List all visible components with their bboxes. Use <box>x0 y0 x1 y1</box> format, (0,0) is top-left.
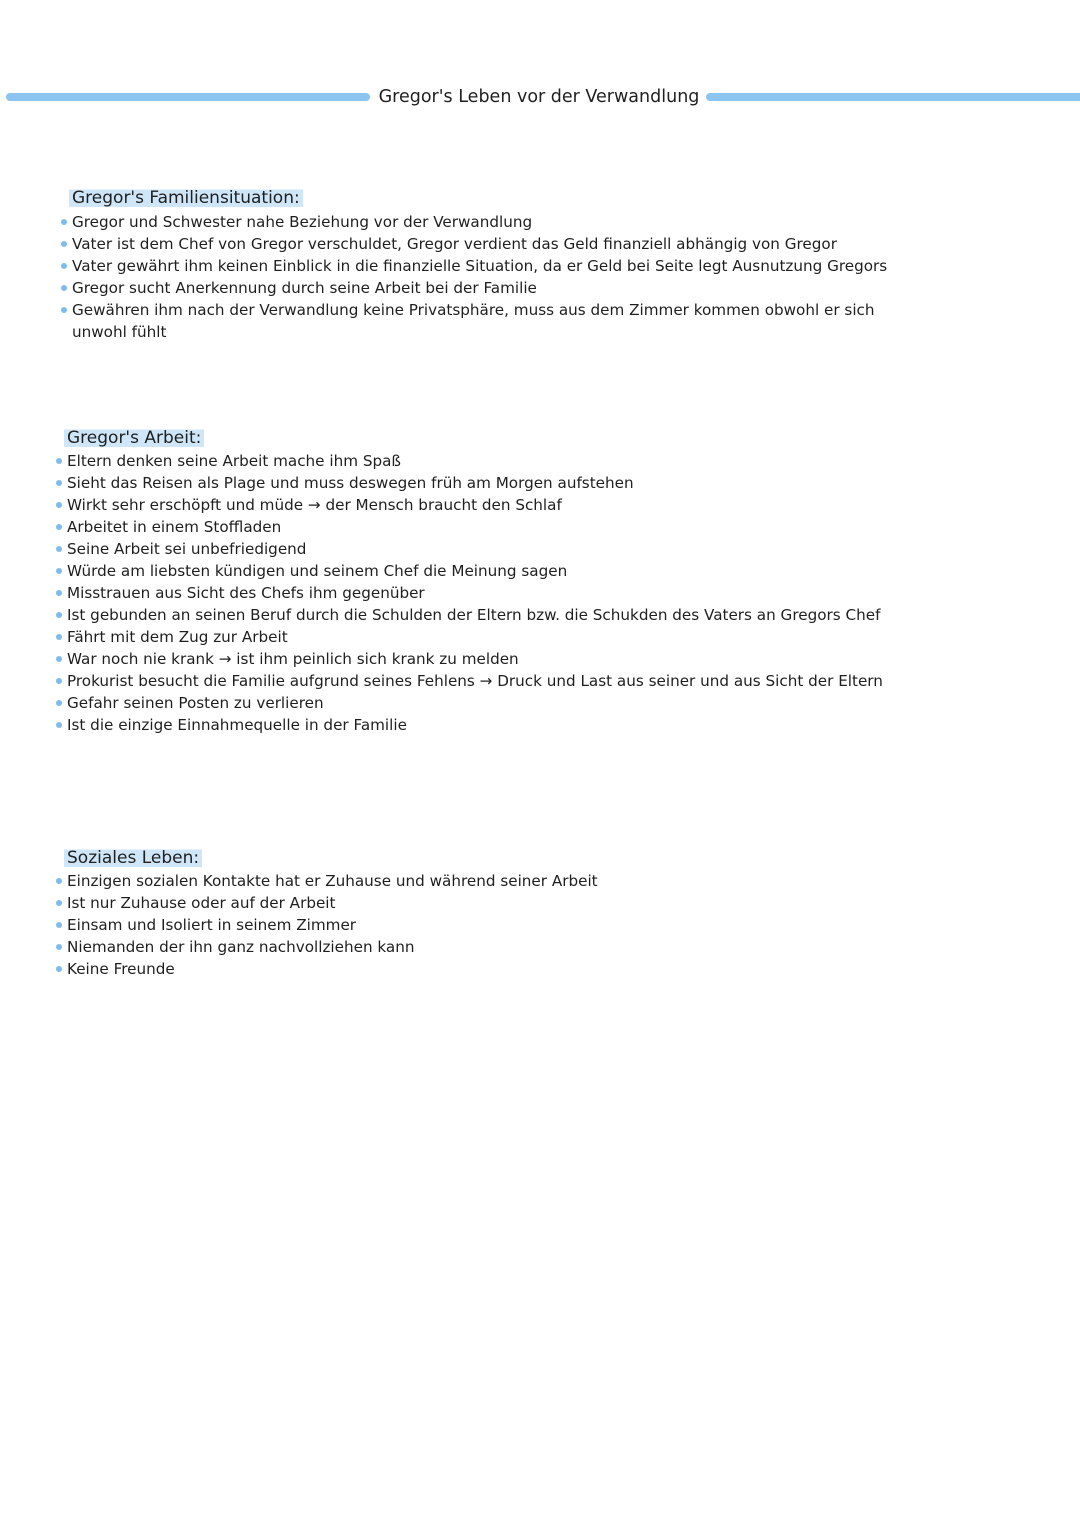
list-item: War noch nie krank → ist ihm peinlich sich krank zu melden <box>67 648 967 670</box>
section-heading-text: Gregor's Familiensituation: <box>69 188 303 208</box>
list-item: Gregor sucht Anerkennung durch seine Arbeit bei der Familie <box>72 277 972 299</box>
bullet-icon <box>56 878 62 884</box>
bullet-icon <box>56 524 62 530</box>
list-item: Vater ist dem Chef von Gregor verschuldet, Gregor verdient das Geld finanziell abhängig von Gregor <box>72 233 972 255</box>
section-heading <box>67 428 204 448</box>
section-heading <box>72 188 303 208</box>
bullet-list <box>72 211 972 343</box>
list-item: Prokurist besucht die Familie aufgrund seines Fehlens → Druck und Last aus seiner und aus Sicht der Eltern <box>67 670 967 692</box>
bullet-icon <box>56 678 62 684</box>
bullet-icon <box>61 307 67 313</box>
list-item: Ist nur Zuhause oder auf der Arbeit <box>67 892 967 914</box>
list-item: Arbeitet in einem Stoffladen <box>67 516 967 538</box>
bullet-icon <box>61 219 67 225</box>
list-item: Vater gewährt ihm keinen Einblick in die finanzielle Situation, da er Geld bei Seite legt Ausnutzung Gregors <box>72 255 972 277</box>
list-item: Seine Arbeit sei unbefriedigend <box>67 538 967 560</box>
bullet-icon <box>56 612 62 618</box>
list-item: Ist gebunden an seinen Beruf durch die Schulden der Eltern bzw. die Schukden des Vaters an Gregors Chef <box>67 604 967 626</box>
bullet-icon <box>56 546 62 552</box>
bullet-icon <box>56 502 62 508</box>
page-title: Gregor's Leben vor der Verwandlung <box>378 87 700 107</box>
list-item: Sieht das Reisen als Plage und muss deswegen früh am Morgen aufstehen <box>67 472 967 494</box>
section-heading <box>67 848 202 868</box>
bullet-icon <box>56 656 62 662</box>
bullet-icon <box>56 722 62 728</box>
list-item: Einsam und Isoliert in seinem Zimmer <box>67 914 967 936</box>
list-item: Würde am liebsten kündigen und seinem Chef die Meinung sagen <box>67 560 967 582</box>
bullet-list <box>67 450 967 736</box>
list-item: Gregor und Schwester nahe Beziehung vor der Verwandlung <box>72 211 972 233</box>
header-bar-right <box>706 93 1080 101</box>
list-item: Eltern denken seine Arbeit mache ihm Spaß <box>67 450 967 472</box>
list-item: Niemanden der ihn ganz nachvollziehen kann <box>67 936 967 958</box>
list-item: Misstrauen aus Sicht des Chefs ihm gegenüber <box>67 582 967 604</box>
section-heading-text: Gregor's Arbeit: <box>64 428 204 448</box>
bullet-icon <box>56 944 62 950</box>
bullet-list <box>67 870 967 980</box>
list-item: Keine Freunde <box>67 958 967 980</box>
bullet-icon <box>56 590 62 596</box>
section-heading-text: Soziales Leben: <box>64 848 202 868</box>
list-item: Gewähren ihm nach der Verwandlung keine Privatsphäre, muss aus dem Zimmer kommen obwohl er sich unwohl fühlt <box>72 299 922 343</box>
bullet-icon <box>61 263 67 269</box>
bullet-icon <box>56 634 62 640</box>
bullet-icon <box>56 900 62 906</box>
list-item: Ist die einzige Einnahmequelle in der Familie <box>67 714 967 736</box>
list-item: Gefahr seinen Posten zu verlieren <box>67 692 967 714</box>
bullet-icon <box>56 700 62 706</box>
bullet-icon <box>56 966 62 972</box>
bullet-icon <box>56 480 62 486</box>
bullet-icon <box>56 458 62 464</box>
page-header <box>0 84 1080 110</box>
bullet-icon <box>61 241 67 247</box>
bullet-icon <box>56 568 62 574</box>
bullet-icon <box>61 285 67 291</box>
bullet-icon <box>56 922 62 928</box>
header-bar-left <box>6 93 370 101</box>
list-item: Einzigen sozialen Kontakte hat er Zuhause und während seiner Arbeit <box>67 870 967 892</box>
list-item: Fährt mit dem Zug zur Arbeit <box>67 626 967 648</box>
list-item: Wirkt sehr erschöpft und müde → der Mensch braucht den Schlaf <box>67 494 967 516</box>
